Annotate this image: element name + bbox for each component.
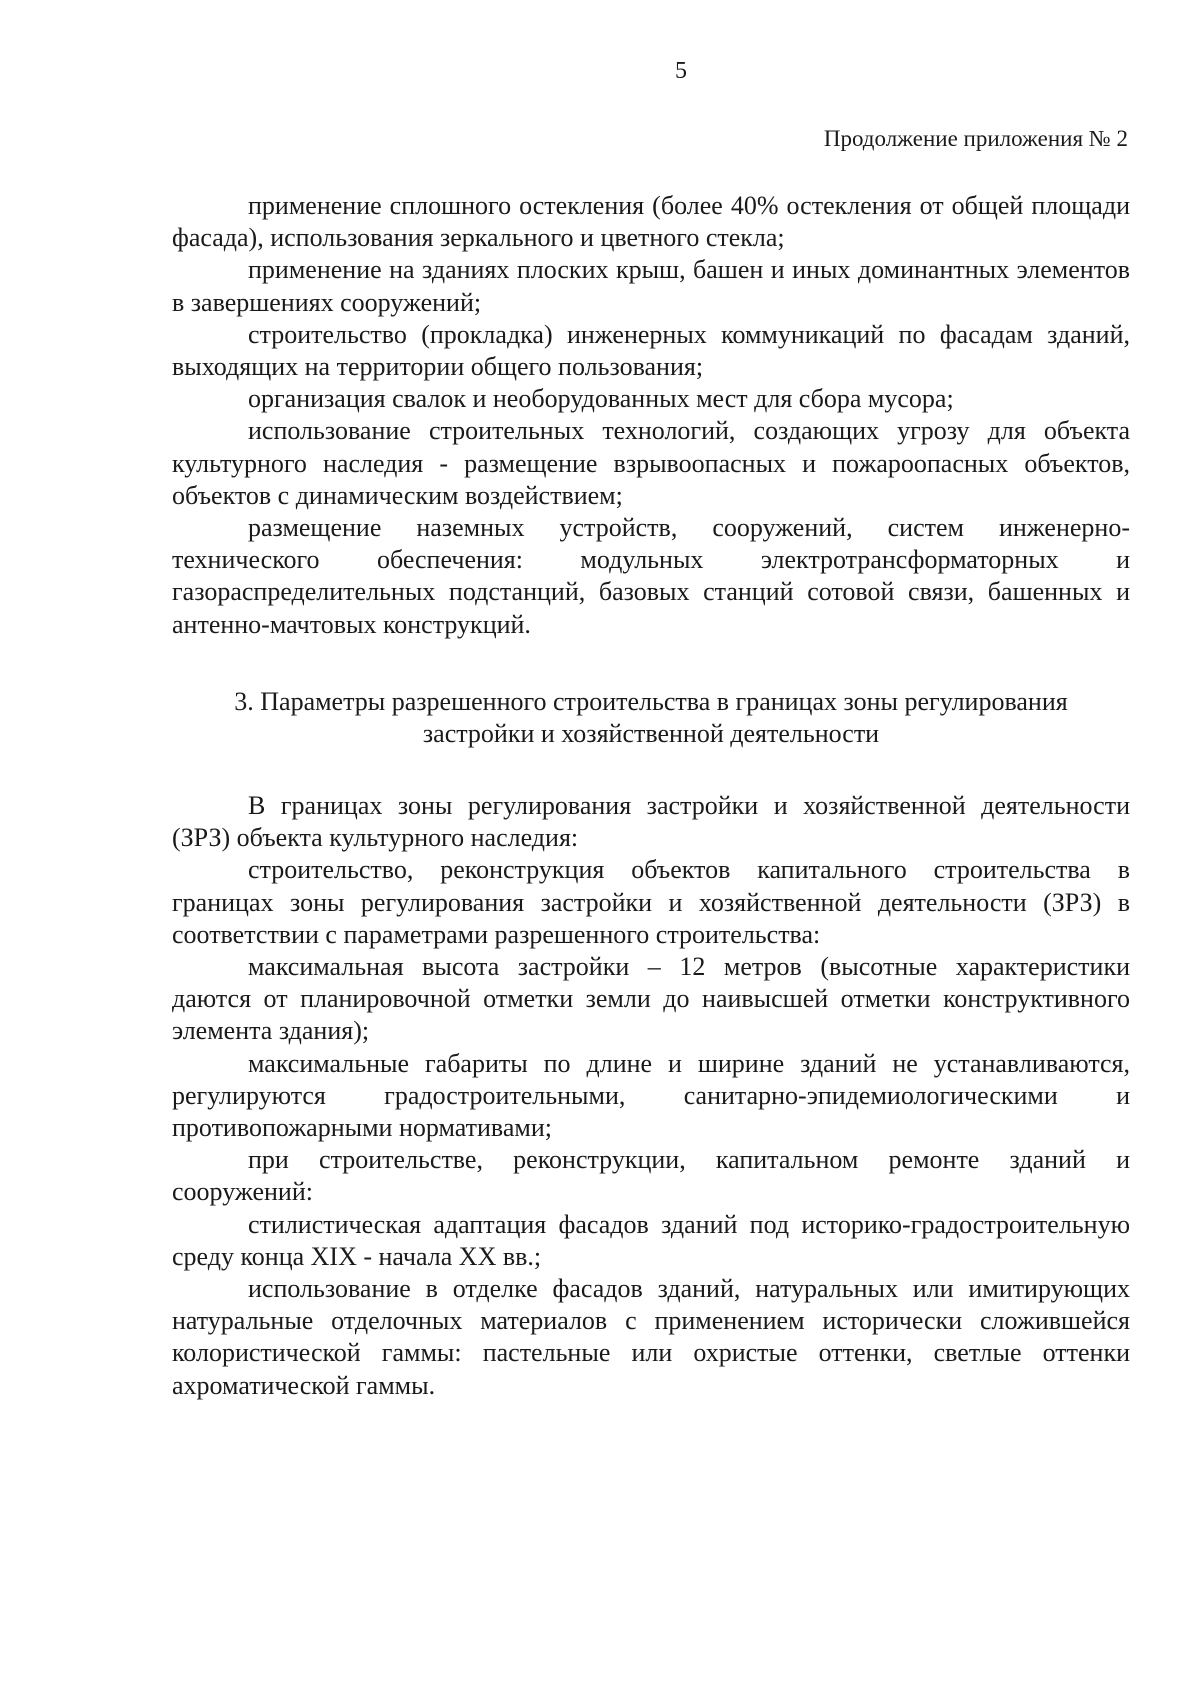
paragraph: строительство, реконструкция объектов капитального строительства в границах зоны регулирования застройки и хозяйственной деятельности (ЗРЗ) в соответствии с параметрами разрешенного строительства:	[172, 855, 1130, 949]
paragraph: применение на зданиях плоских крыш, башен и иных доминантных элементов в завершениях сооружений;	[172, 255, 1130, 317]
appendix-label: Продолжение приложения № 2	[823, 126, 1128, 151]
page-number: 5	[675, 58, 687, 84]
paragraph: использование строительных технологий, создающих угрозу для объекта культурного наследия - размещение взрывоопасных и пожароопасных объектов, объектов с динамическим воздействием;	[172, 416, 1130, 510]
section-3-body	[172, 790, 1130, 1402]
restrictions-list	[172, 190, 1130, 641]
paragraph: стилистическая адаптация фасадов зданий под историко-градостроительную среду конца XIX - начала XX вв.;	[172, 1209, 1130, 1271]
paragraph: организация свалок и необорудованных мест для сбора мусора;	[248, 384, 954, 414]
paragraph: применение сплошного остекления (более 40% остекления от общей площади фасада), использования зеркального и цветного стекла;	[172, 191, 1130, 253]
paragraph: максимальные габариты по длине и ширине зданий не устанавливаются, регулируются градостроительными, санитарно-эпидемиологическими и противопожарными нормативами;	[172, 1048, 1130, 1143]
paragraph: В границах зоны регулирования застройки и хозяйственной деятельности (ЗРЗ) объекта культурного наследия:	[172, 791, 1130, 853]
paragraph: размещение наземных устройств, сооружений, систем инженерно-технического обеспечения: модульных электротрансформаторных и газораспределительных подстанций, базовых станций сотовой связи, башенных и антенно-мачтовых конструкций.	[172, 513, 1130, 639]
section-heading	[172, 686, 1130, 750]
section-heading-line: застройки и хозяйственной деятельности	[422, 719, 880, 749]
paragraph: использование в отделке фасадов зданий, натуральных или имитирующих натуральные отделочных материалов с применением исторически сложившейся колористической гаммы: пастельные или охристые оттенки, светлые оттенки ахроматической гаммы.	[172, 1274, 1130, 1400]
section-heading-line: 3. Параметры разрешенного строительства в границах зоны регулирования	[234, 687, 1068, 716]
paragraph: строительство (прокладка) инженерных коммуникаций по фасадам зданий, выходящих на территории общего пользования;	[172, 319, 1130, 382]
paragraph: при строительстве, реконструкции, капитальном ремонте зданий и сооружений:	[172, 1145, 1130, 1207]
paragraph: максимальная высота застройки – 12 метров (высотные характеристики даются от планировочной отметки земли до наивысшей отметки конструктивного элемента здания);	[172, 952, 1130, 1046]
